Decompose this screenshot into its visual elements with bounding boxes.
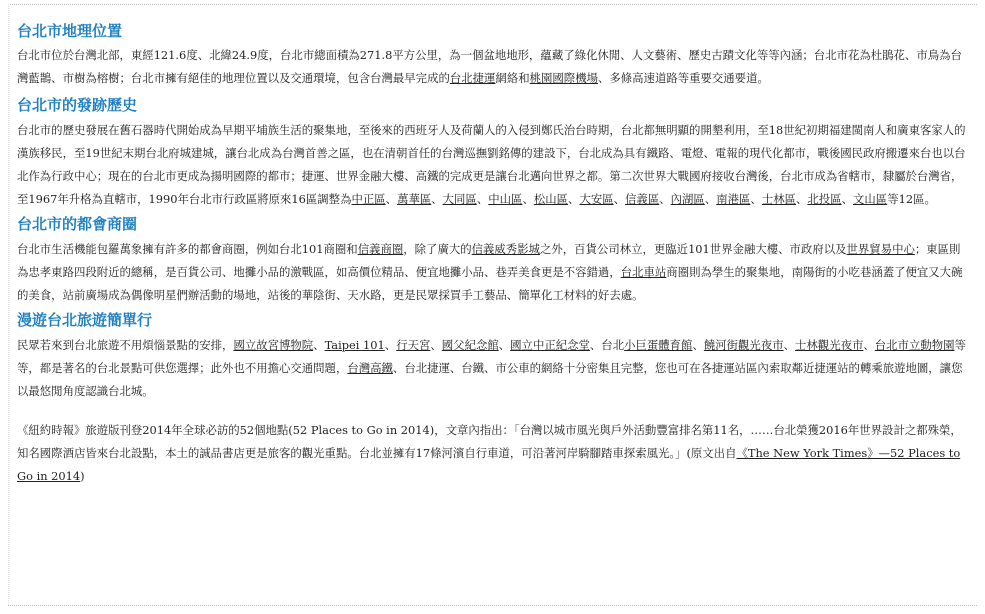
text-run: 台北市的歷史發展在舊石器時代開始成為早期平埔族生活的聚集地，至後來的西班牙人及荷蘭人的入侵到鄭氏治台時期，台北都無明顯的開墾利用，至18世紀初期福建閩南人和廣東客家人的漢族移民，至19世紀末期台北府城建城，讓台北成為台灣首善之區，也在清朝首任的台灣巡撫劉銘傳的建設下，台北成為具有鐵路、電燈、電報的現代化都市，戰後國民政府搬遷來台也以台北作為行政中心；現在的台北市更成為揚明國際的都市；捷運、世界金融大樓、高鐵的完成更是讓台北邁向世界之都。第二次世界大戰國府接收台灣後，台北市成為省轄市，隸屬於台灣省，至1967年升格為直轄市，1990年台北市行政區將原來16區調整為 <box>17 123 966 206</box>
inline-link[interactable]: 信義商圈 <box>357 242 404 256</box>
text-run: 、台北 <box>589 338 625 352</box>
text-run: 《紐約時報》旅遊版刊登2014年全球必訪的52個地點(52 Places to Go in 2014)，文章內指出：「台灣以城市風光與戶外活動豐富排名第11名，……台北榮獲2016年世界設計之都殊榮，知名國際酒店皆來台北設點，本土的誠品書店更是旅客的觀光重點。台北並擁有17條河濱自行車道，可沿著河岸騎腳踏車探索風光。」(原文出自 <box>17 423 962 460</box>
nytimes-quote <box>17 419 967 488</box>
inline-link[interactable]: 台北捷運 <box>449 71 496 85</box>
inline-link[interactable]: 士林區 <box>761 192 796 206</box>
section-body-history <box>17 119 967 211</box>
inline-link[interactable]: 內湖區 <box>670 192 705 206</box>
text-run: ；東區則為忠孝東路四段附近的總稱，是百貨公司、地攤小品的激戰區，如高價位精品、便宜地攤小品、巷弄美食更是不容錯過， <box>17 242 961 279</box>
inline-link[interactable]: 南港區 <box>716 192 751 206</box>
text-run: 、 <box>476 192 489 206</box>
text-run: 、 <box>841 192 853 206</box>
left-border <box>8 4 9 605</box>
text-run: 等12區。 <box>887 192 936 206</box>
bottom-divider <box>8 605 977 606</box>
text-run: 、 <box>692 338 704 352</box>
section-body-travel <box>17 334 967 403</box>
text-run: 、 <box>568 192 580 206</box>
section-title-history: 台北市的發跡歷史 <box>17 96 138 114</box>
inline-link[interactable]: Taipei 101 <box>324 338 385 352</box>
inline-link[interactable]: 國立中正紀念堂 <box>510 338 590 352</box>
inline-link[interactable]: 北投區 <box>807 192 842 206</box>
inline-link[interactable]: 台北市立動物園 <box>874 338 955 352</box>
text-run: 台北市生活機能包羅萬象擁有許多的都會商圈，例如台北101商圈和 <box>17 242 358 256</box>
text-run: ) <box>80 469 85 483</box>
text-run: 之外，百貨公司林立，更臨近101世界金融大樓、市政府以及 <box>539 242 847 256</box>
inline-link[interactable]: 台灣高鐵 <box>347 361 393 375</box>
text-run: 台北市位於台灣北部，東經121.6度、北緯24.9度，台北市總面積為271.8平方公里，為一個盆地地形，蘊藏了綠化休閒、人文藝術、歷史古蹟文化等等內涵；台北市花為杜鵑花、市鳥為台灣藍鵲、市樹為榕樹；台北市擁有絕佳的地理位置以及交通環境，包含台灣最早完成的 <box>17 48 962 85</box>
inline-link[interactable]: 松山區 <box>533 192 569 206</box>
section-title-shopping: 台北市的都會商圈 <box>17 215 138 233</box>
inline-link[interactable]: 行天宮 <box>396 338 431 352</box>
section-title-geography: 台北市地理位置 <box>17 22 123 40</box>
text-run: 、 <box>431 192 443 206</box>
text-run: ，除了廣大的 <box>403 242 472 256</box>
inline-link[interactable]: 國父紀念館 <box>441 338 499 352</box>
inline-link[interactable]: 中正區 <box>351 192 386 206</box>
text-run: 、 <box>430 338 442 352</box>
text-run: 等等，都是著名的台北景點可供您選擇；此外也不用擔心交通問題， <box>17 338 966 375</box>
inline-link[interactable]: 士林觀光夜市 <box>795 338 864 352</box>
inline-link[interactable]: 國立故宮博物院 <box>233 338 314 352</box>
inline-link[interactable]: 文山區 <box>853 192 888 206</box>
text-run: 商圈則為學生的聚集地，南陽街的小吃巷涵蓋了便宜又大碗的美食，站前廣場成為偶像明星們辦活動的場地，站後的華陰街、天水路，更是民眾採買手工藝品、簡單化工材料的好去處。 <box>17 265 963 302</box>
inline-link[interactable]: 大安區 <box>579 192 614 206</box>
article-content <box>17 20 967 488</box>
text-run: 、 <box>522 192 534 206</box>
section-body-shopping <box>17 238 967 307</box>
inline-link[interactable]: 小巨蛋體育館 <box>624 338 693 352</box>
inline-link[interactable]: 信義威秀影城 <box>471 242 540 256</box>
text-run: 、台北捷運、台鐵、市公車的網絡十分密集且完整，您也可在各捷運站區內索取鄰近捷運站的轉乘旅遊地圖，讓您以最悠閒角度認識台北城。 <box>17 361 963 398</box>
text-run: 、多條高速道路等重要交通要道。 <box>597 71 769 85</box>
top-divider <box>8 4 977 5</box>
text-run: 、 <box>385 192 398 206</box>
text-run: 網絡和 <box>495 71 530 85</box>
text-run: 、 <box>863 338 875 352</box>
text-run: 、 <box>613 192 626 206</box>
text-run: 民眾若來到台北旅遊不用煩惱景點的安排， <box>17 338 234 352</box>
inline-link[interactable]: 中山區 <box>488 192 523 206</box>
inline-link[interactable]: 《The New York Times》—52 Places to Go in 2014 <box>17 446 961 483</box>
text-run: 、 <box>384 338 397 352</box>
inline-link[interactable]: 萬華區 <box>397 192 432 206</box>
text-run: 、 <box>750 192 762 206</box>
section-body-geography <box>17 44 967 90</box>
text-run: 、 <box>313 338 325 352</box>
text-run: 、 <box>783 338 796 352</box>
text-run: 、 <box>498 338 511 352</box>
text-run: 、 <box>704 192 717 206</box>
section-title-travel: 漫遊台北旅遊簡單行 <box>17 311 153 329</box>
inline-link[interactable]: 大同區 <box>442 192 477 206</box>
inline-link[interactable]: 桃園國際機場 <box>529 71 598 85</box>
inline-link[interactable]: 饒河街觀光夜市 <box>703 338 784 352</box>
inline-link[interactable]: 世界貿易中心 <box>846 242 915 256</box>
text-run: 、 <box>659 192 671 206</box>
text-run: 、 <box>796 192 808 206</box>
inline-link[interactable]: 台北車站 <box>620 265 667 279</box>
inline-link[interactable]: 信義區 <box>625 192 660 206</box>
